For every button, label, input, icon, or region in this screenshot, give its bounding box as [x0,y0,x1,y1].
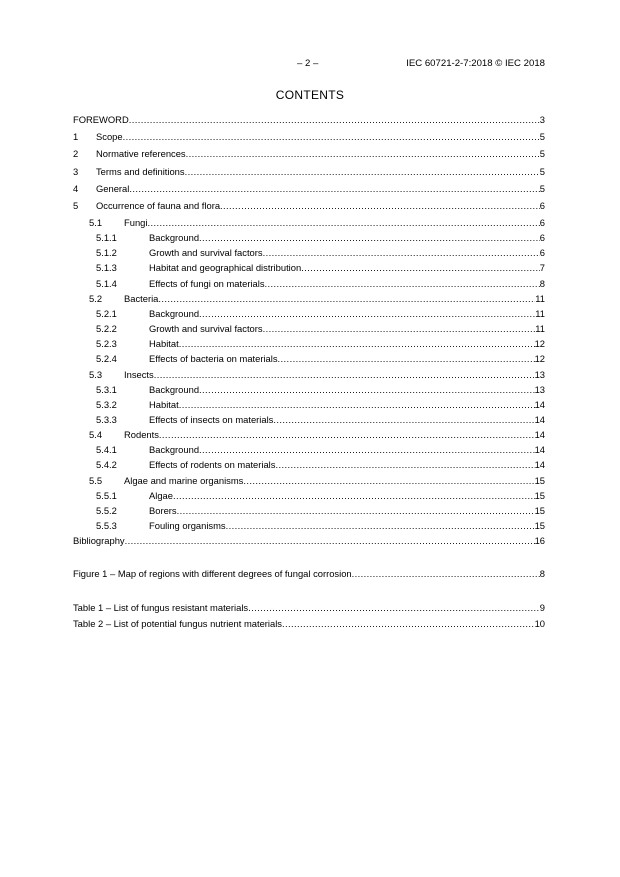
toc-entry-page: 15 [534,504,545,516]
contents-title: CONTENTS [275,88,345,102]
toc-entry[interactable] [0,231,620,245]
toc-entry-number: 5.4 [89,429,103,441]
toc-entry[interactable] [0,474,620,488]
toc-entry-number: 5.3 [89,368,103,380]
toc-entry-page: 12 [534,338,545,350]
toc-entry-page: 5 [539,165,545,177]
dot-leader [173,489,535,503]
dot-leader [125,534,535,548]
toc-entry-title: Occurrence of fauna and flora [96,200,221,211]
toc-entry-number: 5.3.3 [96,413,117,425]
toc-entry[interactable] [0,307,620,321]
dot-leader [199,307,535,321]
toc-entry-page: 15 [534,520,545,531]
toc-entry-title: Habitat [149,338,179,350]
toc-entry[interactable] [0,567,620,581]
toc-entry[interactable] [0,113,620,127]
dot-leader [248,601,540,615]
dot-leader [158,292,535,306]
dot-leader [278,352,535,366]
toc-entry-title: Normative references [96,148,186,160]
toc-entry-title: Background [149,307,200,319]
toc-entry-page: 14 [534,444,545,456]
toc-entry[interactable] [0,147,620,161]
page-number: – 2 – [297,58,319,69]
toc-entry-title: Borers [149,504,177,516]
toc-entry-page: 3 [539,114,545,125]
toc-entry-page: 16 [534,535,545,547]
toc-entry-page: 14 [534,429,545,441]
toc-entry[interactable] [0,199,620,213]
toc-entry[interactable] [0,246,620,260]
toc-entry-number: 1 [73,131,79,143]
toc-entry[interactable] [0,534,620,548]
toc-entry-page: 11 [535,323,545,335]
toc-entry[interactable] [0,261,620,275]
dot-leader [275,458,534,472]
toc-entry-title: Background [149,232,200,244]
toc-entry[interactable] [0,458,620,472]
toc-entry-page: 5 [539,148,545,160]
toc-entry-title: Fouling organisms [149,520,226,531]
toc-entry[interactable] [0,398,620,412]
dot-leader [352,567,540,581]
toc-entry-title: General [96,182,130,194]
toc-entry-title: Growth and survival factors [149,323,263,335]
toc-entry-page: 9 [539,602,545,613]
toc-entry-number: 5.2.4 [96,353,117,365]
toc-entry-title: Background [149,444,200,456]
dot-leader [185,165,540,179]
toc-entry-number: 5.4.2 [96,459,117,471]
dot-leader [199,383,535,397]
toc-entry-title: Rodents [124,429,159,441]
toc-entry-title: Figure 1 – Map of regions with different degrees of fungal corrosion [73,568,352,579]
toc-entry-page: 14 [534,459,545,471]
toc-entry-title: Effects of rodents on materials [149,459,276,471]
toc-entry[interactable] [0,519,620,533]
page-header [0,58,620,74]
dot-leader [179,398,535,412]
toc-entry-number: 5.3.1 [96,383,117,395]
toc-entry-page: 12 [534,353,545,365]
toc-entry-page: 5 [539,131,545,143]
toc-entry-title: Background [149,383,200,395]
toc-entry-title: Algae and marine organisms [124,474,244,486]
toc-entry-number: 5.5.2 [96,504,117,516]
toc-entry-title: Bibliography [73,535,125,547]
toc-entry[interactable] [0,292,620,306]
toc-entry-number: 5.1.3 [96,262,117,274]
toc-entry-number: 4 [73,182,79,194]
toc-entry-title: Algae [149,489,173,501]
toc-entry-number: 5.2 [89,292,103,304]
toc-entry-page: 7 [539,262,545,274]
toc-entry[interactable] [0,601,620,615]
toc-entry-page: 11 [535,307,545,319]
toc-entry-number: 5.1.4 [96,277,117,289]
dot-leader [263,246,540,260]
toc-entry-page: 6 [539,232,545,244]
toc-entry[interactable] [0,165,620,179]
toc-entry-number: 5.2.3 [96,338,117,350]
toc-entry[interactable] [0,443,620,457]
toc-entry-page: 13 [534,383,545,395]
toc-entry-number: 5.5 [89,474,103,486]
toc-entry[interactable] [0,277,620,291]
toc-entry-number: 5.4.1 [96,444,117,456]
toc-entry[interactable] [0,322,620,336]
toc-entry-number: 5.1.1 [96,232,117,244]
toc-entry[interactable] [0,617,620,631]
dot-leader [129,113,540,127]
toc-entry-title: Table 2 – List of potential fungus nutrient materials [73,617,282,629]
toc-entry[interactable] [0,489,620,503]
toc-entry[interactable] [0,428,620,442]
toc-entry-page: 8 [539,277,545,289]
toc-entry[interactable] [0,216,620,230]
standard-reference: IEC 60721-2-7:2018 © IEC 2018 [406,58,545,69]
toc-entry-page: 13 [534,368,545,380]
dot-leader [265,277,540,291]
toc-entry-title: Bacteria [124,292,159,304]
dot-leader [199,231,540,245]
toc-entry-number: 5.1.2 [96,247,117,259]
toc-entry-title: Table 1 – List of fungus resistant materials [73,602,249,613]
toc-entry-number: 5 [73,200,79,211]
toc-entry-page: 6 [539,217,545,228]
dot-leader [263,322,536,336]
dot-leader [154,368,535,382]
toc-entry-page: 5 [539,182,545,194]
toc-entry-title: Fungi [124,217,148,228]
toc-entry[interactable] [0,413,620,427]
toc-entry[interactable] [0,504,620,518]
toc-entry-number: 5.5.1 [96,489,117,501]
dot-leader [129,182,539,196]
dot-leader [147,216,539,230]
toc-entry-page: 14 [534,398,545,410]
dot-leader [199,443,535,457]
toc-entry-page: 11 [535,292,545,304]
dot-leader [177,504,535,518]
toc-entry[interactable] [0,182,620,196]
toc-entry-title: Growth and survival factors [149,247,263,259]
toc-entry-page: 14 [534,413,545,425]
toc-entry[interactable] [0,368,620,382]
toc-entry-title: Effects of bacteria on materials [149,353,278,365]
toc-entry[interactable] [0,130,620,144]
dot-leader [301,261,540,275]
toc-entry-title: Insects [124,368,154,380]
dot-leader [123,130,540,144]
toc-entry[interactable] [0,352,620,366]
toc-entry-page: 6 [539,247,545,259]
dot-leader [226,519,535,533]
toc-entry[interactable] [0,337,620,351]
toc-entry-title: Habitat and geographical distribution [149,262,302,274]
dot-leader [273,413,534,427]
toc-entry-title: FOREWORD [73,114,129,125]
toc-entry-number: 5.3.2 [96,398,117,410]
toc-entry[interactable] [0,383,620,397]
dot-leader [220,199,540,213]
toc-entry-title: Effects of insects on materials [149,413,274,425]
toc-entry-page: 8 [539,568,545,579]
toc-entry-number: 2 [73,148,79,160]
toc-entry-page: 10 [534,617,545,629]
toc-entry-title: Scope [96,131,123,143]
toc-entry-number: 3 [73,165,79,177]
dot-leader [282,617,535,631]
dot-leader [186,147,540,161]
toc-entry-number: 5.2.2 [96,323,117,335]
toc-entry-page: 15 [534,489,545,501]
dot-leader [159,428,535,442]
toc-entry-page: 6 [539,200,545,211]
toc-entry-number: 5.1 [89,217,103,228]
dot-leader [243,474,534,488]
toc-entry-number: 5.5.3 [96,520,117,531]
toc-entry-title: Effects of fungi on materials [149,277,265,289]
toc-entry-number: 5.2.1 [96,307,117,319]
toc-entry-title: Terms and definitions [96,165,185,177]
toc-entry-title: Habitat [149,398,179,410]
toc-entry-page: 15 [534,474,545,486]
dot-leader [179,337,535,351]
